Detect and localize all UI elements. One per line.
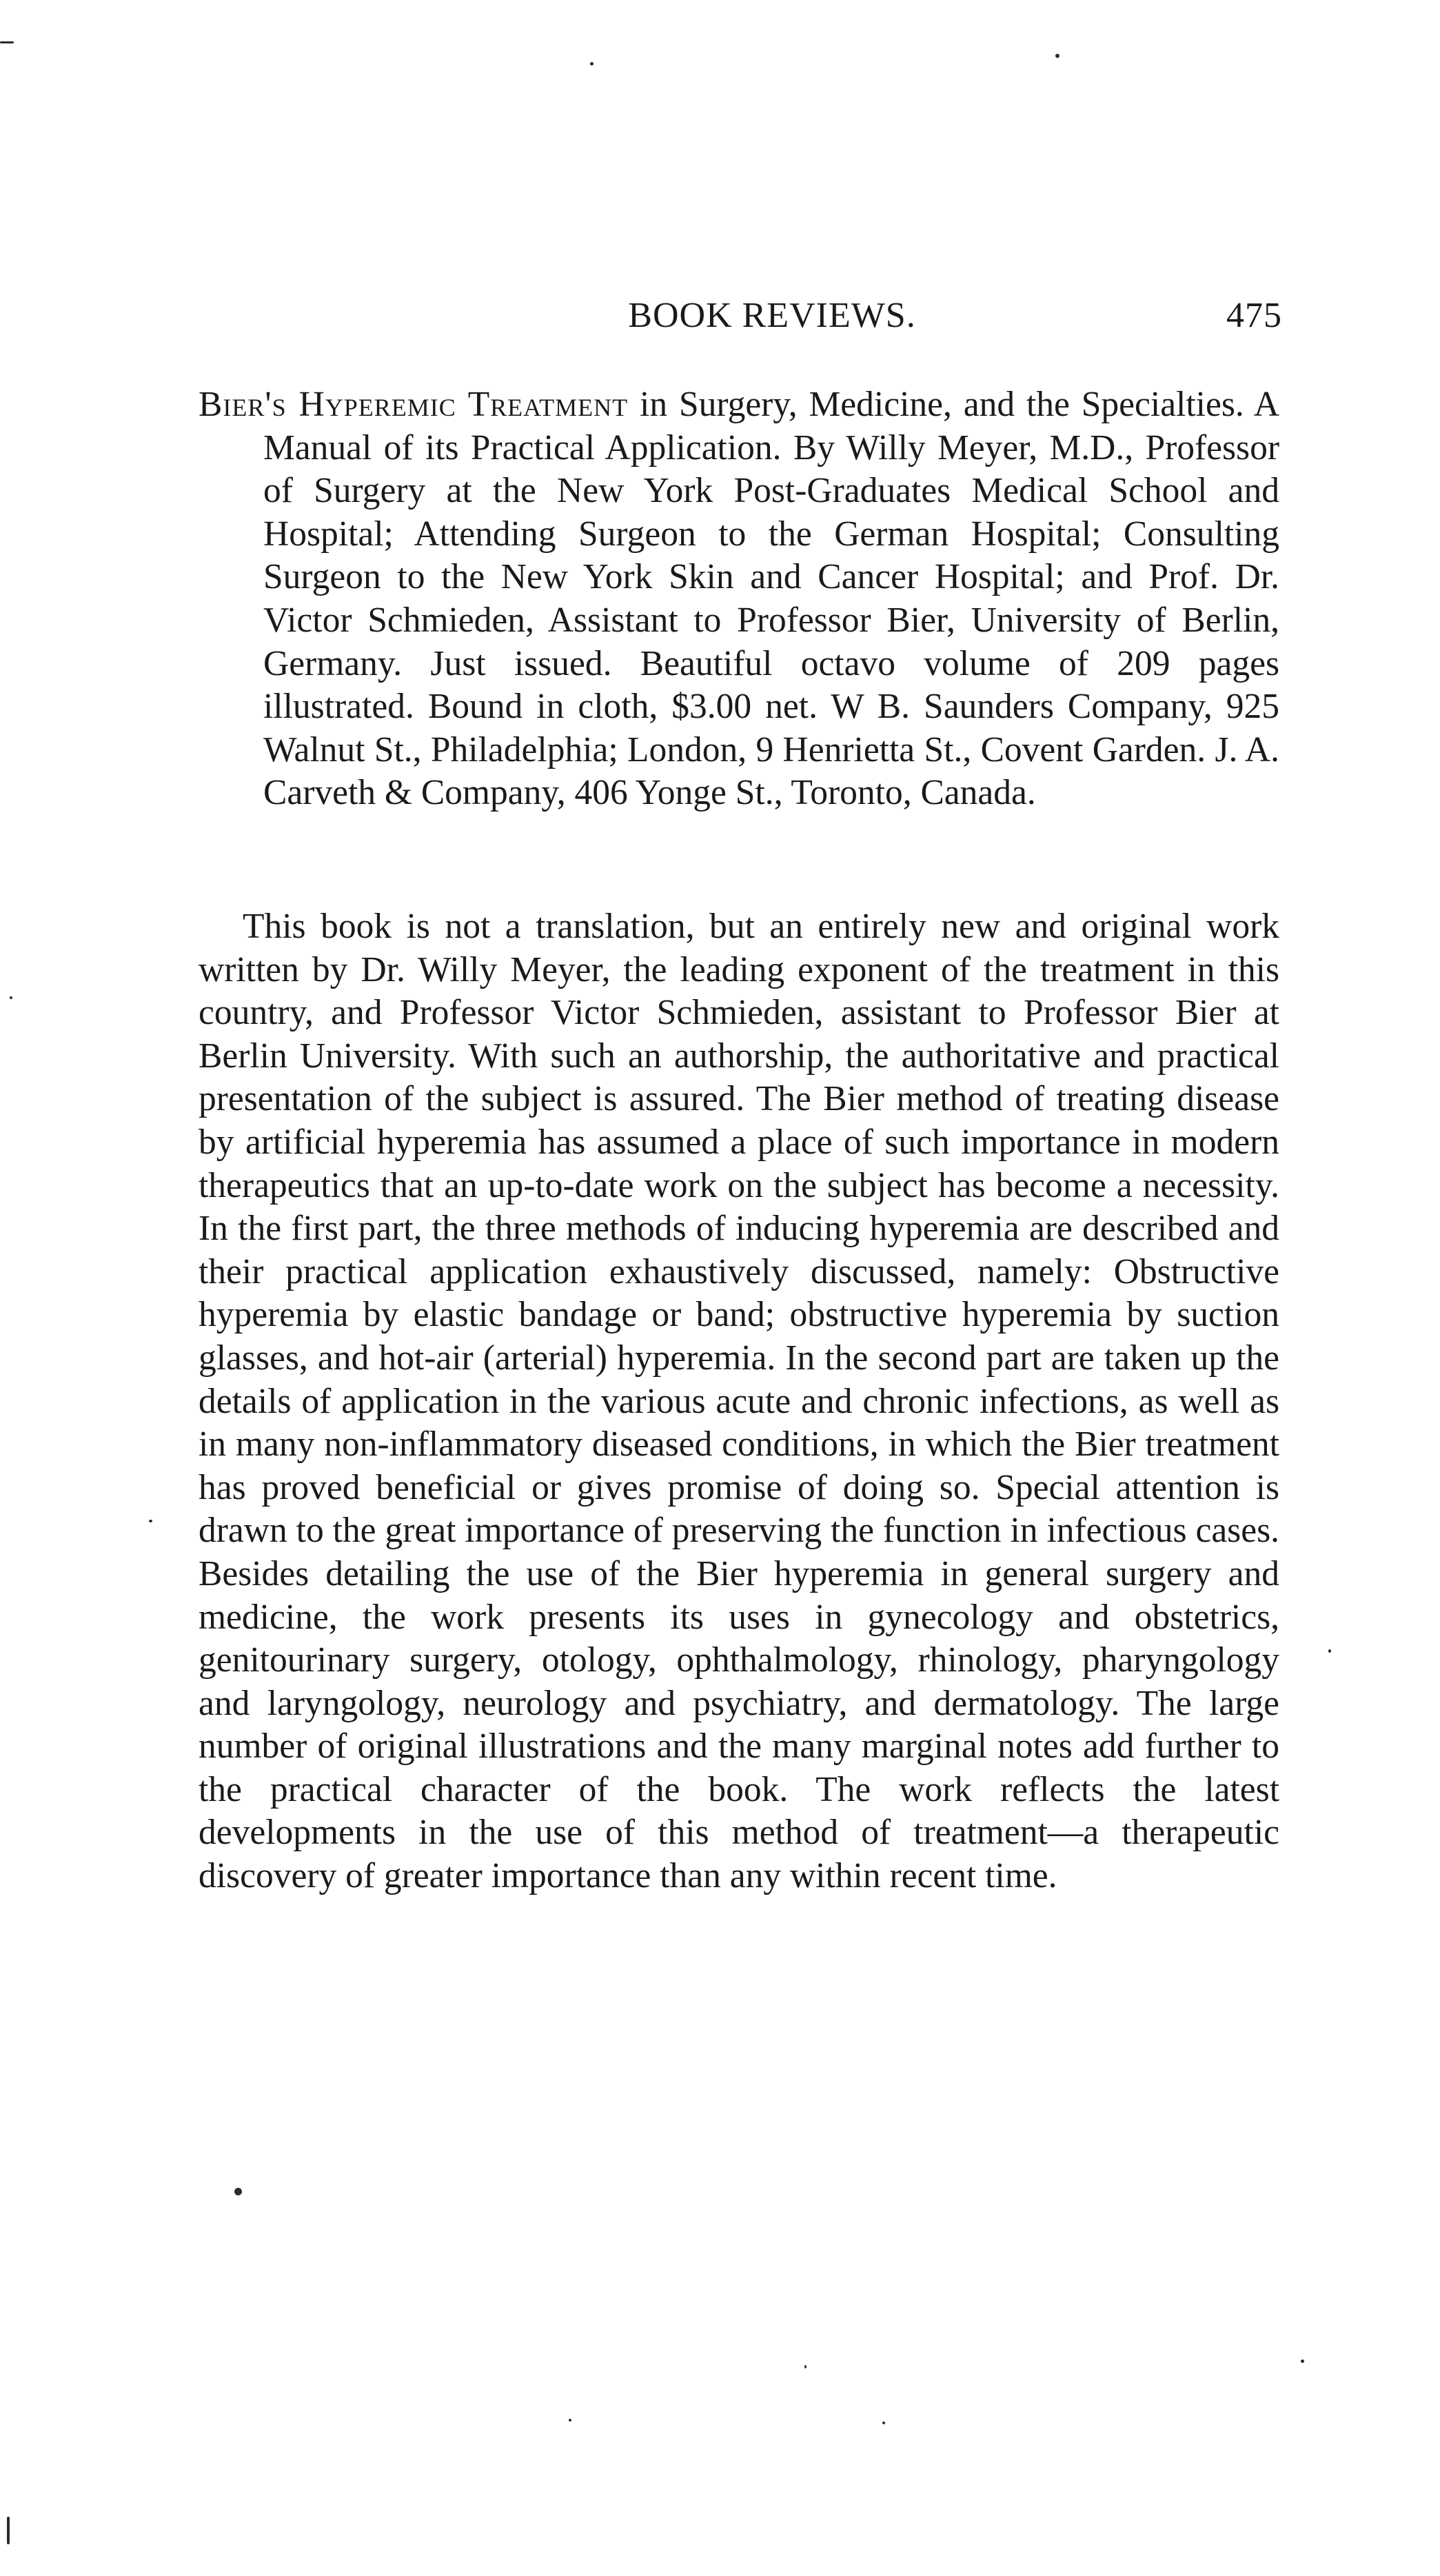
review-paragraph: This book is not a translation, but an entirely new and original work written by Dr. Willy Meyer, the leading exponent of the treatment in this country, and Professor Victor Schmieden, assistant to Professor Bier at Berlin University. With such an authorship, the authoritative and practical presentation of the subject is assured. The Bier method of treating disease by artificial hyperemia has assumed a place of such importance in modern therapeutics that an up-to-date work on the subject has become a necessity. In the first part, the three methods of inducing hyperemia are described and their practical application exhaustively discussed, namely: Obstructive hyperemia by elastic bandage or band; obstructive hyperemia by suction glasses, and hot-air (arterial) hyperemia. In the second part are taken up the details of application in the various acute and chronic infections, as well as in many non-inflammatory diseased conditions, in which the Bier treatment has proved beneficial or gives promise of doing so. Special attention is drawn to the great importance of preserving the function in infectious cases. Besides detailing the use of the Bier hyperemia in general surgery and medicine, the work presents its uses in gynecology and obstetrics, genitourinary surgery, otology, ophthalmology, rhinology, pharyngology and laryngology, neurology and psychiatry, and dermatology. The large number of original illustrations and the many marginal notes add further to the practical character of the book. The work reflects the latest developments in the use of this method of treatment—a therapeutic discovery of greater importance than any within recent time.	[199, 907, 1279, 1896]
running-title: BOOK REVIEWS.	[628, 296, 916, 335]
scan-speck	[7, 2517, 10, 2544]
scan-speck	[882, 2422, 885, 2424]
scan-speck	[569, 2419, 571, 2422]
book-title: Bier's Hyperemic Treatment	[199, 385, 629, 424]
book-citation	[199, 383, 1279, 815]
scan-speck	[1328, 1649, 1331, 1653]
page-number: 475	[1226, 296, 1282, 335]
scan-speck	[10, 996, 12, 999]
scan-speck	[1055, 54, 1059, 58]
running-head	[199, 295, 1304, 343]
scan-speck	[234, 2188, 242, 2195]
scan-speck	[1301, 2359, 1304, 2363]
scan-speck	[590, 62, 594, 66]
scan-speck	[804, 2365, 807, 2368]
scan-speck	[0, 41, 14, 43]
book-publication-details: in Surgery, Medicine, and the Specialties. A Manual of its Practical Application. By Willy Meyer, M.D., Professor of Surgery at the New York Post-Graduates Medical School and Hospital; Attending Surgeon to the German Hospital; Consulting Surgeon to the New York Skin and Cancer Hospital; and Prof. Dr. Victor Schmieden, Assistant to Professor Bier, University of Berlin, Germany. Just issued. Beautiful octavo volume of 209 pages illustrated. Bound in cloth, $3.00 net. W B. Saunders Company, 925 Walnut St., Philadelphia; London, 9 Henrietta St., Covent Garden. J. A. Carveth & Company, 406 Yonge St., Toronto, Canada.	[263, 385, 1279, 813]
scan-speck	[149, 1520, 152, 1522]
